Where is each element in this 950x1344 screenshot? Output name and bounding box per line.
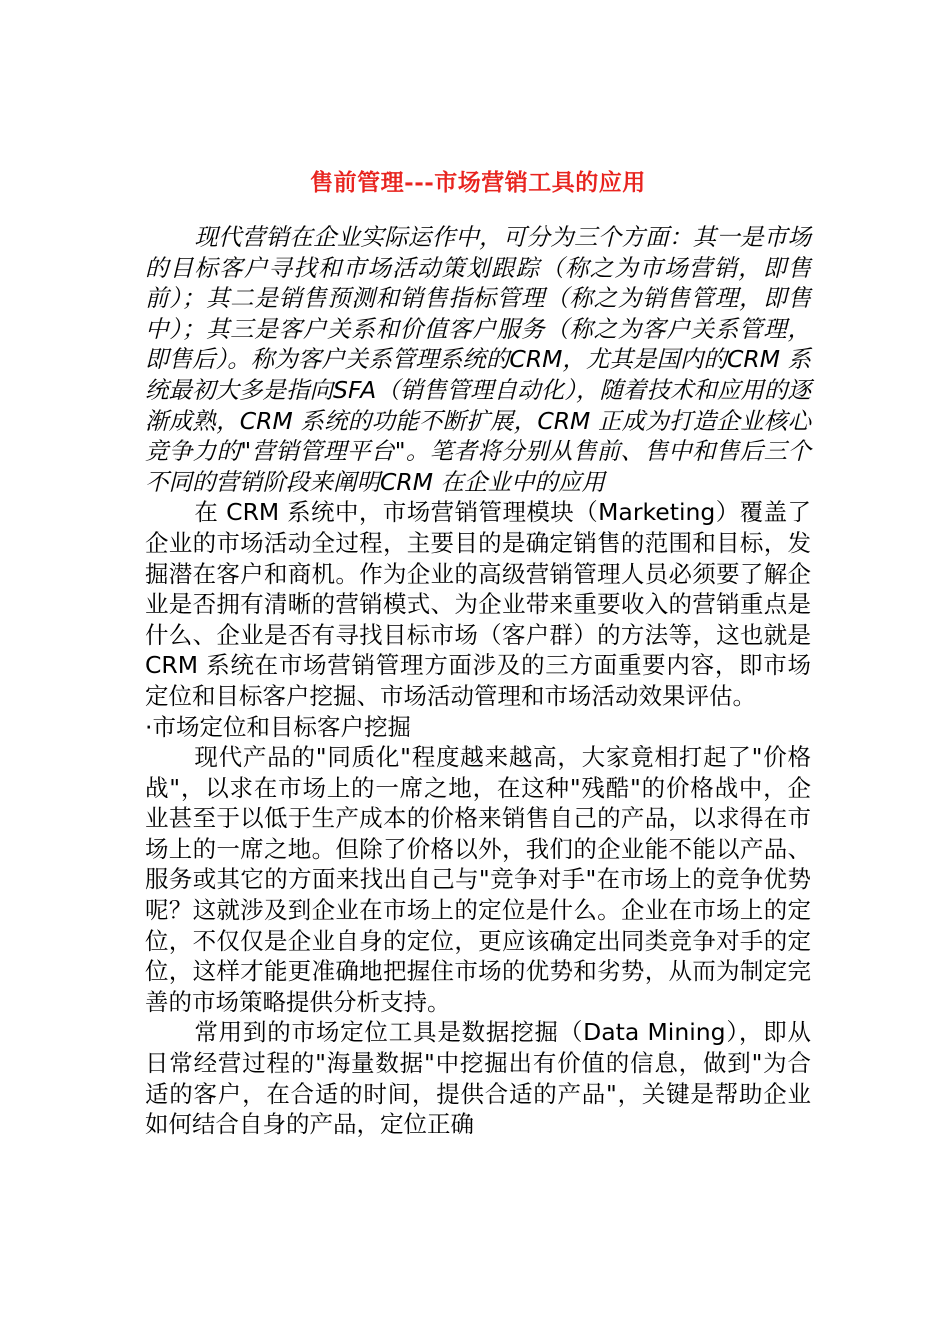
section-heading-market-positioning: ·市场定位和目标客户挖掘 <box>145 712 411 741</box>
intro-paragraph: 现代营销在企业实际运作中，可分为三个方面：其一是市场的目标客户寻找和市场活动策划跟踪（称之为市场营销，即售前）；其二是销售预测和销售指标管理（称之为销售管理，即售中）；其三是客户关系和价值客户服务（称之为客户关系管理，即售后）。称为客户关系管理系统的CRM，尤其是国内的CRM 系统最初大多是指向SFA（销售管理自动化），随着技术和应用的逐渐成熟，CRM 系统的功能不断扩展，CRM 正成为打造企业核心竞争力的"营销管理平台"。笔者将分别从售前、售中和售后三个不同的营销阶段来阐明CRM 在企业中的应用 <box>145 223 811 496</box>
document-title: 售前管理---市场营销工具的应用 <box>310 169 646 196</box>
homogenization-paragraph: 现代产品的"同质化"程度越来越高，大家竟相打起了"价格战"，以求在市场上的一席之地，在这种"残酷"的价格战中，企业甚至于以低于生产成本的价格来销售自己的产品，以求得在市场上的一席之地。但除了价格以外，我们的企业能不能以产品、服务或其它的方面来找出自己与"竞争对手"在市场上的竞争优势呢？这就涉及到企业在市场上的定位是什么。企业在市场上的定位，不仅仅是企业自身的定位，更应该确定出同类竞争对手的定位，这样才能更准确地把握住市场的优势和劣势，从而为制定完善的市场策略提供分析支持。 <box>145 743 811 1016</box>
data-mining-paragraph: 常用到的市场定位工具是数据挖掘（Data Mining），即从日常经营过程的"海量数据"中挖掘出有价值的信息，做到"为合适的客户，在合适的时间，提供合适的产品"，关键是帮助企业如何结合自身的产品，定位正确 <box>145 1018 811 1139</box>
crm-marketing-paragraph: 在 CRM 系统中，市场营销管理模块（Marketing）覆盖了企业的市场活动全过程，主要目的是确定销售的范围和目标，发掘潜在客户和商机。作为企业的高级营销管理人员必须要了解企业是否拥有清晰的营销模式、为企业带来重要收入的营销重点是什么、企业是否有寻找目标市场（客户群）的方法等，这也就是 CRM 系统在市场营销管理方面涉及的三方面重要内容，即市场定位和目标客户挖掘、市场活动管理和市场活动效果评估。 <box>145 498 811 710</box>
document-body <box>145 222 811 1140</box>
